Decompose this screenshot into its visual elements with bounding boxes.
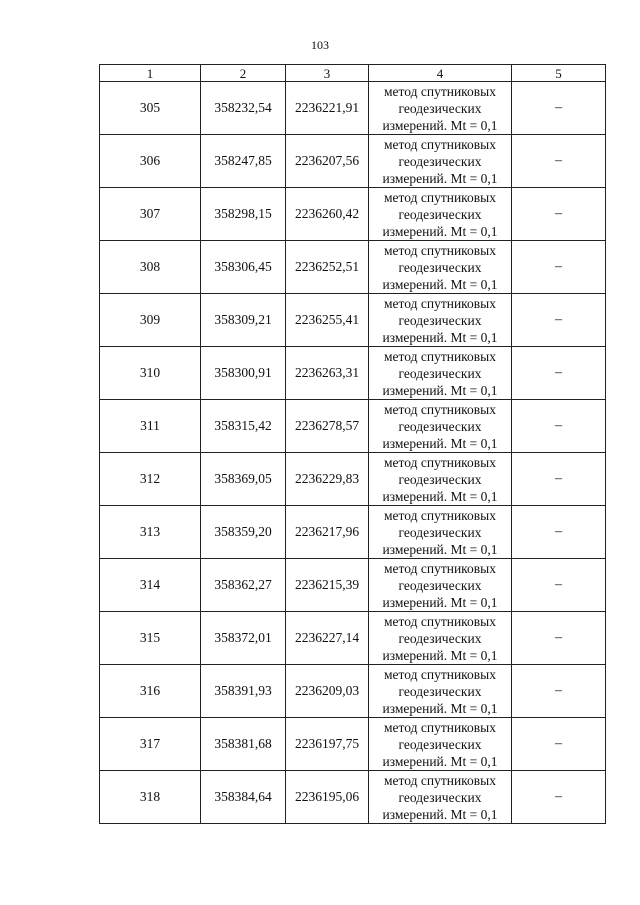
- x-coordinate-cell: 358309,21: [201, 294, 286, 347]
- point-number-cell: 316: [100, 665, 201, 718]
- method-line: метод спутниковых: [384, 189, 496, 205]
- method-cell: [369, 241, 512, 294]
- x-coordinate-cell: 358232,54: [201, 82, 286, 135]
- method-line: измерений. Mt = 0,1: [382, 753, 498, 769]
- method-line: метод спутниковых: [384, 454, 496, 470]
- method-cell: [369, 135, 512, 188]
- y-coordinate-cell: 2236195,06: [286, 771, 369, 824]
- method-line: метод спутниковых: [384, 719, 496, 735]
- y-coordinate-cell: 2236263,31: [286, 347, 369, 400]
- method-line: метод спутниковых: [384, 507, 496, 523]
- x-coordinate-cell: 358362,27: [201, 559, 286, 612]
- point-number-cell: 314: [100, 559, 201, 612]
- method-line: геодезических: [398, 471, 482, 487]
- point-number-cell: 307: [100, 188, 201, 241]
- table-row: [100, 665, 606, 718]
- method-line: метод спутниковых: [384, 401, 496, 417]
- note-cell: –: [512, 294, 606, 347]
- table-row: [100, 718, 606, 771]
- table-row: [100, 294, 606, 347]
- table-row: [100, 400, 606, 453]
- method-line: измерений. Mt = 0,1: [382, 594, 498, 610]
- table-row: [100, 506, 606, 559]
- method-cell: [369, 82, 512, 135]
- x-coordinate-cell: 358381,68: [201, 718, 286, 771]
- y-coordinate-cell: 2236207,56: [286, 135, 369, 188]
- point-number-cell: 305: [100, 82, 201, 135]
- method-line: метод спутниковых: [384, 83, 496, 99]
- method-line: метод спутниковых: [384, 666, 496, 682]
- point-number-cell: 311: [100, 400, 201, 453]
- point-number-cell: 317: [100, 718, 201, 771]
- method-cell: [369, 718, 512, 771]
- table-row: [100, 135, 606, 188]
- x-coordinate-cell: 358247,85: [201, 135, 286, 188]
- x-coordinate-cell: 358306,45: [201, 241, 286, 294]
- table-row: [100, 188, 606, 241]
- method-line: измерений. Mt = 0,1: [382, 170, 498, 186]
- method-line: геодезических: [398, 736, 482, 752]
- table-row: [100, 347, 606, 400]
- method-line: метод спутниковых: [384, 295, 496, 311]
- method-line: геодезических: [398, 577, 482, 593]
- method-line: геодезических: [398, 789, 482, 805]
- note-cell: –: [512, 453, 606, 506]
- y-coordinate-cell: 2236229,83: [286, 453, 369, 506]
- note-cell: –: [512, 188, 606, 241]
- method-line: геодезических: [398, 683, 482, 699]
- method-cell: [369, 665, 512, 718]
- method-cell: [369, 453, 512, 506]
- note-cell: –: [512, 82, 606, 135]
- point-number-cell: 318: [100, 771, 201, 824]
- y-coordinate-cell: 2236215,39: [286, 559, 369, 612]
- note-cell: –: [512, 718, 606, 771]
- method-cell: [369, 506, 512, 559]
- point-number-cell: 306: [100, 135, 201, 188]
- method-cell: [369, 294, 512, 347]
- method-cell: [369, 188, 512, 241]
- method-cell: [369, 771, 512, 824]
- y-coordinate-cell: 2236197,75: [286, 718, 369, 771]
- point-number-cell: 308: [100, 241, 201, 294]
- x-coordinate-cell: 358300,91: [201, 347, 286, 400]
- header-col-4: 4: [369, 65, 512, 82]
- method-line: геодезических: [398, 630, 482, 646]
- y-coordinate-cell: 2236227,14: [286, 612, 369, 665]
- note-cell: –: [512, 506, 606, 559]
- table-row: [100, 82, 606, 135]
- method-cell: [369, 559, 512, 612]
- table-header-row: [100, 65, 606, 82]
- y-coordinate-cell: 2236260,42: [286, 188, 369, 241]
- header-col-5: 5: [512, 65, 606, 82]
- method-line: измерений. Mt = 0,1: [382, 647, 498, 663]
- note-cell: –: [512, 612, 606, 665]
- method-line: измерений. Mt = 0,1: [382, 488, 498, 504]
- y-coordinate-cell: 2236278,57: [286, 400, 369, 453]
- method-line: геодезических: [398, 100, 482, 116]
- method-line: метод спутниковых: [384, 348, 496, 364]
- y-coordinate-cell: 2236217,96: [286, 506, 369, 559]
- note-cell: –: [512, 559, 606, 612]
- note-cell: –: [512, 347, 606, 400]
- method-line: геодезических: [398, 153, 482, 169]
- point-number-cell: 315: [100, 612, 201, 665]
- method-line: метод спутниковых: [384, 136, 496, 152]
- note-cell: –: [512, 241, 606, 294]
- method-cell: [369, 400, 512, 453]
- table-row: [100, 612, 606, 665]
- note-cell: –: [512, 135, 606, 188]
- table-row: [100, 241, 606, 294]
- method-line: измерений. Mt = 0,1: [382, 382, 498, 398]
- page-number: 103: [311, 38, 329, 52]
- method-line: измерений. Mt = 0,1: [382, 329, 498, 345]
- method-line: геодезических: [398, 312, 482, 328]
- method-line: геодезических: [398, 365, 482, 381]
- method-line: измерений. Mt = 0,1: [382, 223, 498, 239]
- point-number-cell: 310: [100, 347, 201, 400]
- method-line: метод спутниковых: [384, 772, 496, 788]
- method-line: геодезических: [398, 418, 482, 434]
- x-coordinate-cell: 358391,93: [201, 665, 286, 718]
- point-number-cell: 309: [100, 294, 201, 347]
- method-line: геодезических: [398, 206, 482, 222]
- method-line: геодезических: [398, 259, 482, 275]
- y-coordinate-cell: 2236252,51: [286, 241, 369, 294]
- y-coordinate-cell: 2236255,41: [286, 294, 369, 347]
- method-cell: [369, 612, 512, 665]
- x-coordinate-cell: 358298,15: [201, 188, 286, 241]
- x-coordinate-cell: 358369,05: [201, 453, 286, 506]
- note-cell: –: [512, 400, 606, 453]
- y-coordinate-cell: 2236221,91: [286, 82, 369, 135]
- method-line: измерений. Mt = 0,1: [382, 700, 498, 716]
- method-line: метод спутниковых: [384, 242, 496, 258]
- point-number-cell: 312: [100, 453, 201, 506]
- method-line: измерений. Mt = 0,1: [382, 806, 498, 822]
- method-line: измерений. Mt = 0,1: [382, 435, 498, 451]
- method-line: измерений. Mt = 0,1: [382, 117, 498, 133]
- table-body: [100, 65, 606, 824]
- y-coordinate-cell: 2236209,03: [286, 665, 369, 718]
- x-coordinate-cell: 358384,64: [201, 771, 286, 824]
- method-line: метод спутниковых: [384, 560, 496, 576]
- x-coordinate-cell: 358315,42: [201, 400, 286, 453]
- coordinates-table: [99, 64, 606, 824]
- note-cell: –: [512, 771, 606, 824]
- header-col-1: 1: [100, 65, 201, 82]
- table-row: [100, 453, 606, 506]
- x-coordinate-cell: 358359,20: [201, 506, 286, 559]
- table-row: [100, 559, 606, 612]
- method-cell: [369, 347, 512, 400]
- method-line: метод спутниковых: [384, 613, 496, 629]
- note-cell: –: [512, 665, 606, 718]
- table-row: [100, 771, 606, 824]
- header-col-3: 3: [286, 65, 369, 82]
- header-col-2: 2: [201, 65, 286, 82]
- point-number-cell: 313: [100, 506, 201, 559]
- method-line: измерений. Mt = 0,1: [382, 276, 498, 292]
- method-line: измерений. Mt = 0,1: [382, 541, 498, 557]
- x-coordinate-cell: 358372,01: [201, 612, 286, 665]
- method-line: геодезических: [398, 524, 482, 540]
